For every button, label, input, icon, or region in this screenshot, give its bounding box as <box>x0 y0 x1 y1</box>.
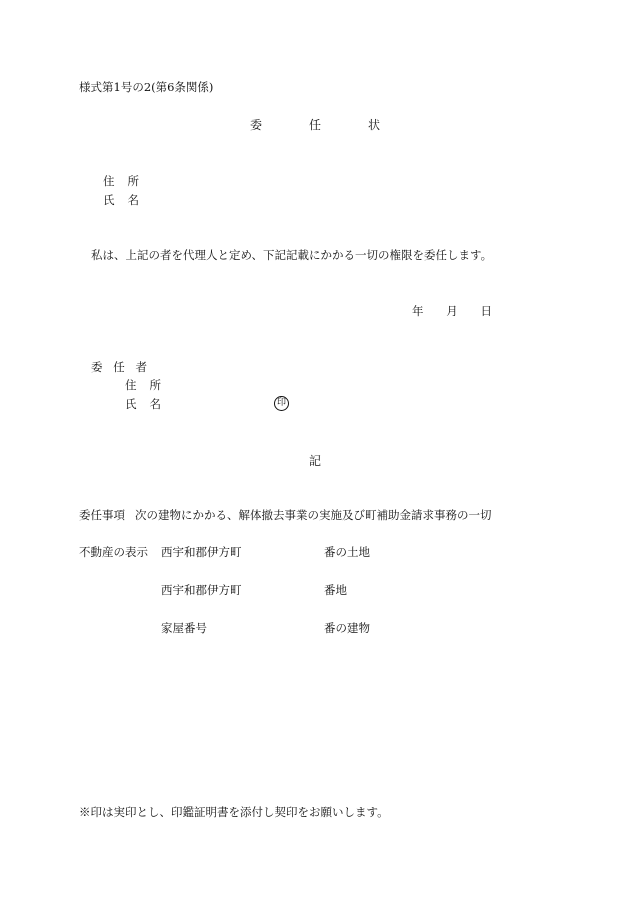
label-char: 所 <box>127 174 139 188</box>
matter-text: 次の建物にかかる、解体撤去事業の実施及び町補助金請求事務の一切 <box>135 508 492 522</box>
ki-heading: 記 <box>309 454 322 468</box>
date-year-label: 年 <box>412 304 424 318</box>
seal-mark: 印 <box>274 396 289 411</box>
house-number-label: 家屋番号 <box>161 621 207 635</box>
property-suffix: 番の建物 <box>324 621 370 635</box>
principal-address-label <box>125 380 161 392</box>
date-month-label: 月 <box>446 304 458 318</box>
label-char: 名 <box>127 193 139 207</box>
title-char: 任 <box>308 118 321 132</box>
delegation-statement: 私は、上記の者を代理人と定め、下記記載にかかる一切の権限を委任します。 <box>91 248 493 262</box>
title-char: 状 <box>367 118 380 132</box>
property-suffix: 番地 <box>324 583 347 597</box>
property-place: 西宇和郡伊方町 <box>161 545 242 559</box>
form-number: 様式第1号の2(第6条関係) <box>79 80 214 94</box>
property-place: 西宇和郡伊方町 <box>161 583 242 597</box>
label-char: 名 <box>149 397 161 411</box>
label-char: 者 <box>135 360 147 374</box>
delegated-matter <box>79 510 492 522</box>
property-label: 不動産の表示 <box>79 545 148 559</box>
date-row <box>412 306 492 318</box>
date-day-label: 日 <box>480 304 492 318</box>
agent-address-label <box>103 176 139 188</box>
matter-label: 委任事項 <box>79 508 125 522</box>
label-char: 氏 <box>103 193 115 207</box>
principal-name-label <box>125 399 161 411</box>
label-char: 任 <box>113 360 125 374</box>
label-char: 住 <box>103 174 115 188</box>
footnote: ※印は実印とし、印鑑証明書を添付し契印をお願いします。 <box>79 805 389 819</box>
principal-label <box>91 362 147 374</box>
label-char: 住 <box>125 378 137 392</box>
property-suffix: 番の土地 <box>324 545 370 559</box>
label-char: 委 <box>91 360 103 374</box>
label-char: 氏 <box>125 397 137 411</box>
agent-name-label <box>103 195 139 207</box>
title-char: 委 <box>250 118 263 132</box>
label-char: 所 <box>149 378 161 392</box>
document-title <box>250 119 380 131</box>
